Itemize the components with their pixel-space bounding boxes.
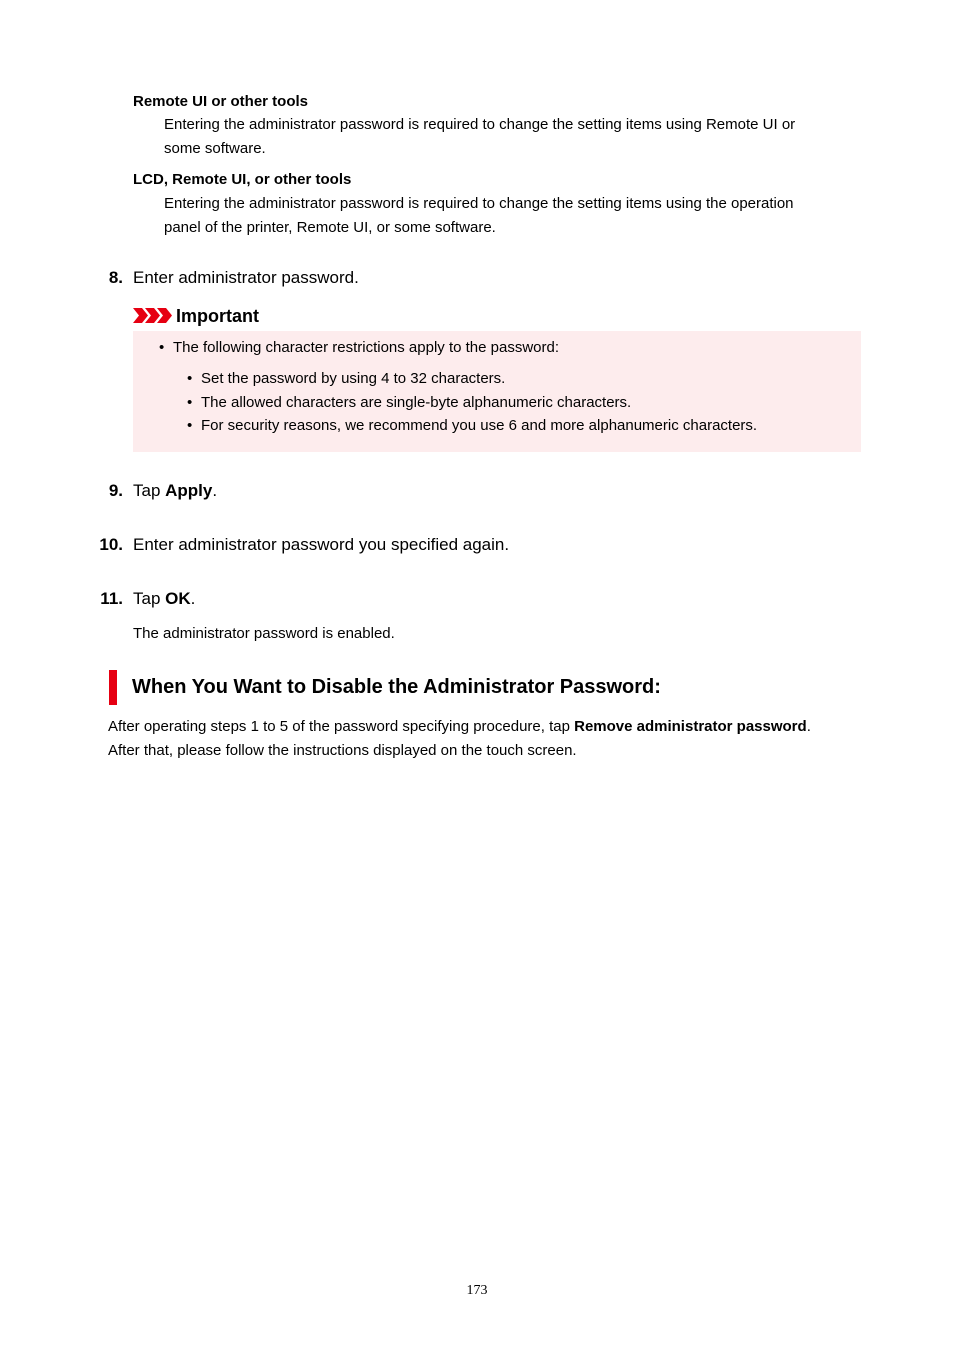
step-9-number: 9. <box>108 481 123 500</box>
section-accent-bar <box>109 670 117 705</box>
step-11-text <box>133 589 195 609</box>
step-11-suffix: . <box>190 589 196 608</box>
section-paragraph-1 <box>108 718 811 735</box>
section-para1-suffix: . <box>806 718 811 735</box>
important-item-text: The allowed characters are single-byte alphanumeric characters. <box>201 394 632 411</box>
step-10-number: 10. <box>99 535 123 554</box>
bullet-dot: • <box>187 394 193 411</box>
step-11-bold: OK <box>165 589 191 608</box>
important-item-text: For security reasons, we recommend you use 6 and more alphanumeric characters. <box>201 417 758 434</box>
important-item <box>187 417 757 434</box>
step-10-text: Enter administrator password you specified again. <box>133 535 510 554</box>
step-11-number: 11. <box>100 589 123 608</box>
step-11-note: The administrator password is enabled. <box>133 625 395 642</box>
definition-desc-line: some software. <box>164 139 266 157</box>
important-item-text: Set the password by using 4 to 32 characters. <box>201 370 506 387</box>
definition-desc-remote-ui <box>164 113 795 160</box>
definition-term-lcd: LCD, Remote UI, or other tools <box>133 171 352 188</box>
step-9-bold: Apply <box>165 481 213 500</box>
step-9-suffix: . <box>212 481 218 500</box>
important-lead-text: The following character restrictions apply to the password: <box>173 339 560 356</box>
triple-chevron-icon <box>133 308 173 323</box>
important-item <box>187 394 631 411</box>
important-lead <box>159 339 559 356</box>
page-number: 173 <box>466 1283 488 1298</box>
bullet-dot: • <box>187 370 193 387</box>
bullet-dot: • <box>159 339 165 356</box>
section-title: When You Want to Disable the Administrator Password: <box>132 676 661 698</box>
important-item <box>187 370 505 387</box>
definition-desc-lcd <box>164 192 794 239</box>
step-9-prefix: Tap <box>133 481 166 500</box>
definition-term-remote-ui: Remote UI or other tools <box>133 93 309 110</box>
definition-desc-line: Entering the administrator password is required to change the setting items using Remote UI or <box>164 116 796 133</box>
important-title: Important <box>176 306 259 326</box>
step-8-number: 8. <box>108 268 123 287</box>
bullet-dot: • <box>187 417 193 434</box>
section-para1-prefix: After operating steps 1 to 5 of the password specifying procedure, tap <box>108 718 575 735</box>
definition-desc-line: panel of the printer, Remote UI, or some software. <box>164 218 496 236</box>
definition-desc-line: Entering the administrator password is required to change the setting items using the operation <box>164 195 794 212</box>
step-9-text <box>133 481 217 501</box>
section-paragraph-2: After that, please follow the instructions displayed on the touch screen. <box>108 742 577 759</box>
step-11-prefix: Tap <box>133 589 166 608</box>
section-para1-bold: Remove administrator password <box>574 718 807 735</box>
step-8-text: Enter administrator password. <box>133 268 359 287</box>
